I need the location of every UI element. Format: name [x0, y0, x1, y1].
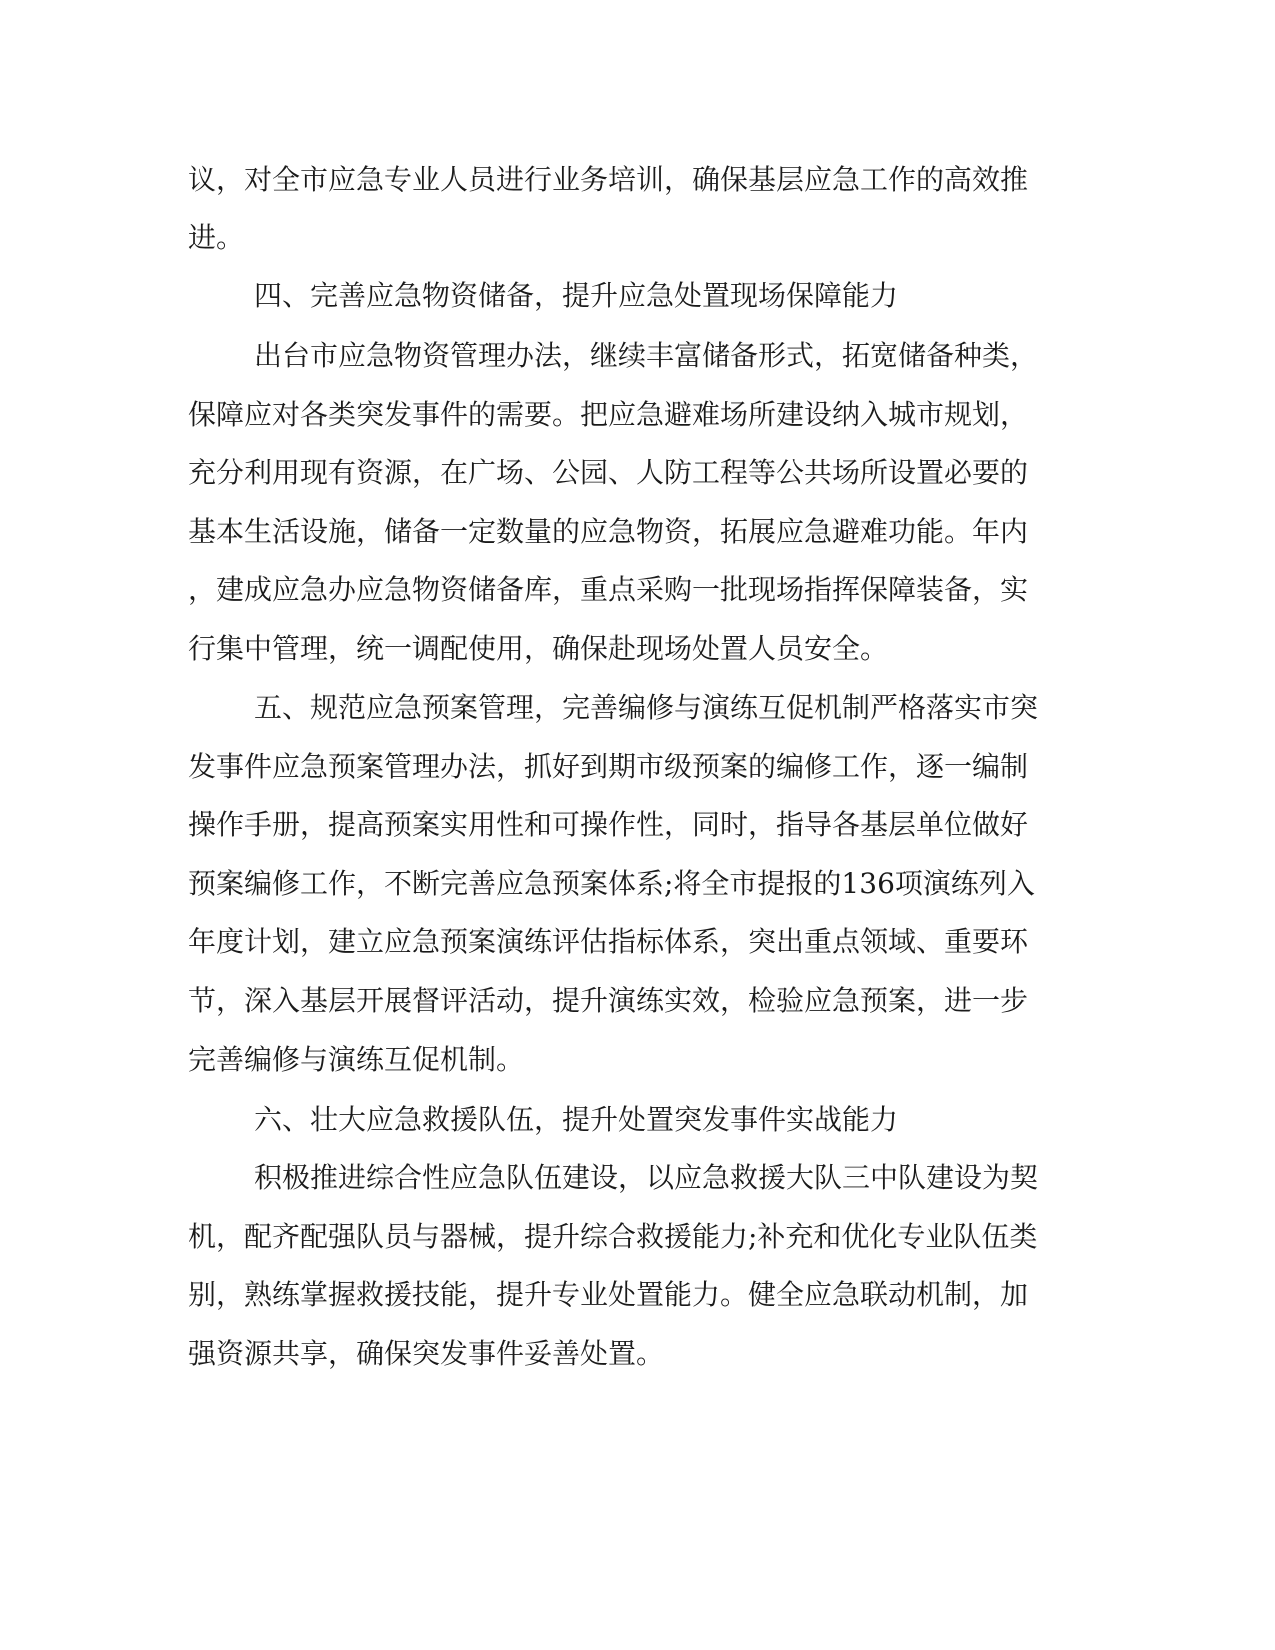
section-heading-4: 四、完善应急物资储备，提升应急处置现场保障能力 [254, 279, 899, 312]
text-line: 年度计划，建立应急预案演练评估指标体系，突出重点领域、重要环 [188, 925, 1029, 958]
text-line: 保障应对各类突发事件的需要。把应急避难场所建设纳入城市规划， [188, 398, 1029, 431]
text-line: 节，深入基层开展督评活动，提升演练实效，检验应急预案，进一步 [188, 984, 1029, 1017]
text-line: 机，配齐配强队员与器械，提升综合救援能力;补充和优化专业队伍类 [188, 1220, 1038, 1253]
paragraph-first-line: 积极推进综合性应急队伍建设，以应急救援大队三中队建设为契 [254, 1161, 1039, 1194]
section-heading-5: 五、规范应急预案管理，完善编修与演练互促机制严格落实市突 [254, 691, 1039, 724]
text-line: ，建成应急办应急物资储备库，重点采购一批现场指挥保障装备，实 [188, 573, 1029, 606]
section-heading-6: 六、壮大应急救援队伍，提升处置突发事件实战能力 [254, 1103, 899, 1136]
text-line: 强资源共享，确保突发事件妥善处置。 [188, 1337, 665, 1370]
paragraph-first-line: 出台市应急物资管理办法，继续丰富储备形式，拓宽储备种类， [254, 339, 1039, 372]
text-line: 行集中管理，统一调配使用，确保赴现场处置人员安全。 [188, 632, 889, 665]
text-line: 操作手册，提高预案实用性和可操作性，同时，指导各基层单位做好 [188, 808, 1029, 841]
text-line: 议，对全市应急专业人员进行业务培训，确保基层应急工作的高效推 [188, 163, 1029, 196]
text-line: 基本生活设施，储备一定数量的应急物资，拓展应急避难功能。年内 [188, 515, 1029, 548]
text-line: 预案编修工作，不断完善应急预案体系;将全市提报的136项演练列入 [188, 867, 1035, 900]
text-line: 发事件应急预案管理办法，抓好到期市级预案的编修工作，逐一编制 [188, 750, 1029, 783]
text-line: 进。 [188, 221, 245, 254]
text-line: 完善编修与演练互促机制。 [188, 1043, 525, 1076]
text-line: 充分利用现有资源，在广场、公园、人防工程等公共场所设置必要的 [188, 456, 1029, 489]
text-line: 别，熟练掌握救援技能，提升专业处置能力。健全应急联动机制，加 [188, 1278, 1029, 1311]
